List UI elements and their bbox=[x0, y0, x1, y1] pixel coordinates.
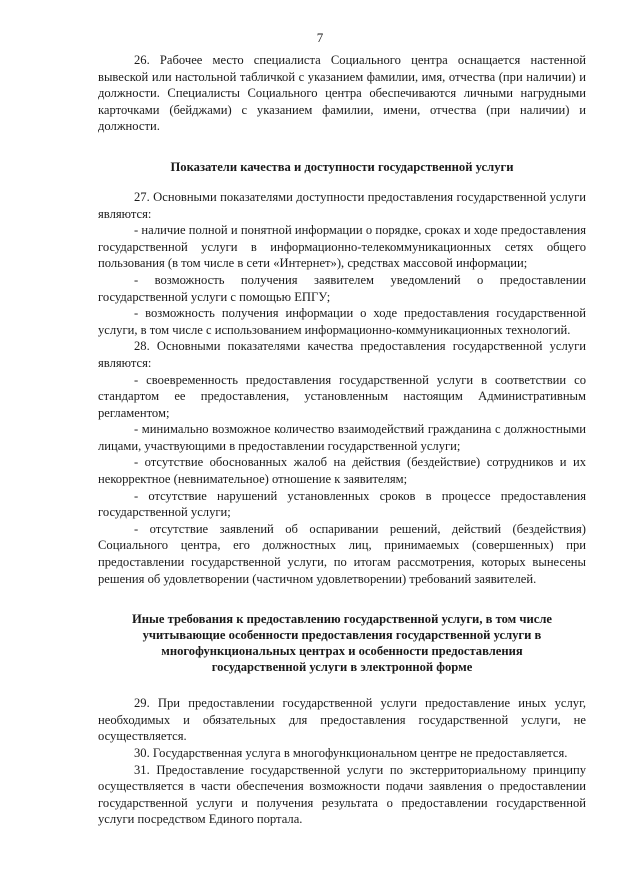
paragraph-28-item-1: - своевременность предоставления государственной услуги в соответствии со стандартом ее предоставления, установленным настоящим Административным регламентом; bbox=[98, 372, 586, 420]
paragraph-28: 28. Основными показателями качества предоставления государственной услуги являются: bbox=[98, 339, 586, 370]
paragraph-28-item-4: - отсутствие нарушений установленных сроков в процессе предоставления государственной услуги; bbox=[98, 488, 586, 520]
section-heading-other-requirements: Иные требования к предоставлению государственной услуги, в том числе учитывающие особенности предоставления государственной услуги в многофункциональных центрах и особенности предоставления государственной услуги в электронной форме bbox=[132, 612, 552, 675]
section-heading-quality: Показатели качества и доступности государственной услуги bbox=[170, 159, 514, 174]
paragraph-28-item-5: - отсутствие заявлений об оспаривании решений, действий (бездействия) Социального центра, его должностных лиц, принимаемых (совершенных) при предоставлении государственной услуги, по итогам рассмотрения, которых вынесены решения об удовлетворении (частичном удовлетворении) требований заявителей. bbox=[98, 521, 586, 586]
paragraph-27: 27. Основными показателями доступности предоставления государственной услуги являются: bbox=[98, 189, 586, 221]
paragraph-28-item-3: - отсутствие обоснованных жалоб на действия (бездействие) сотрудников и их некорректное (невнимательное) отношение к заявителям; bbox=[98, 455, 586, 487]
paragraph-27-item-2: - возможность получения заявителем уведомлений о предоставлении государственной услуги с помощью ЕПГУ; bbox=[98, 272, 586, 304]
paragraph-27-item-3: - возможность получения информации о ходе предоставления государственной услуги, в том числе с использованием информационно-коммуникационных технологий. bbox=[98, 306, 586, 337]
paragraph-31: 31. Предоставление государственной услуги по экстерриториальному принципу осуществляется в части обеспечения возможности подачи заявления о предоставлении государственной услуги и получения результата о предоставлении государственной услуги посредством Единого портала. bbox=[98, 762, 586, 827]
document-body bbox=[98, 52, 586, 828]
paragraph-27-item-1: - наличие полной и понятной информации о порядке, сроках и ходе предоставления государственной услуги в информационно-телекоммуникационных сетях общего пользования (в том числе в сети «Интернет»), средствах массовой информации; bbox=[98, 223, 586, 271]
paragraph-29: 29. При предоставлении государственной услуги предоставление иных услуг, необходимых и обязательных для предоставления государственной услуги, не осуществляется. bbox=[98, 696, 586, 744]
paragraph-26: 26. Рабочее место специалиста Социального центра оснащается настенной вывеской или настольной табличкой с указанием фамилии, имя, отчества (при наличии) и должности. Специалисты Социального центра обеспечиваются личными нагрудными карточками (бейджами) с указанием фамилии, имени, отчества (при наличии) и должности. bbox=[98, 53, 586, 134]
page-number: 7 bbox=[316, 30, 324, 45]
paragraph-28-item-2: - минимально возможное количество взаимодействий гражданина с должностными лицами, участвующими в предоставлении государственной услуги; bbox=[98, 422, 586, 453]
paragraph-30: 30. Государственная услуга в многофункциональном центре не предоставляется. bbox=[134, 746, 568, 760]
